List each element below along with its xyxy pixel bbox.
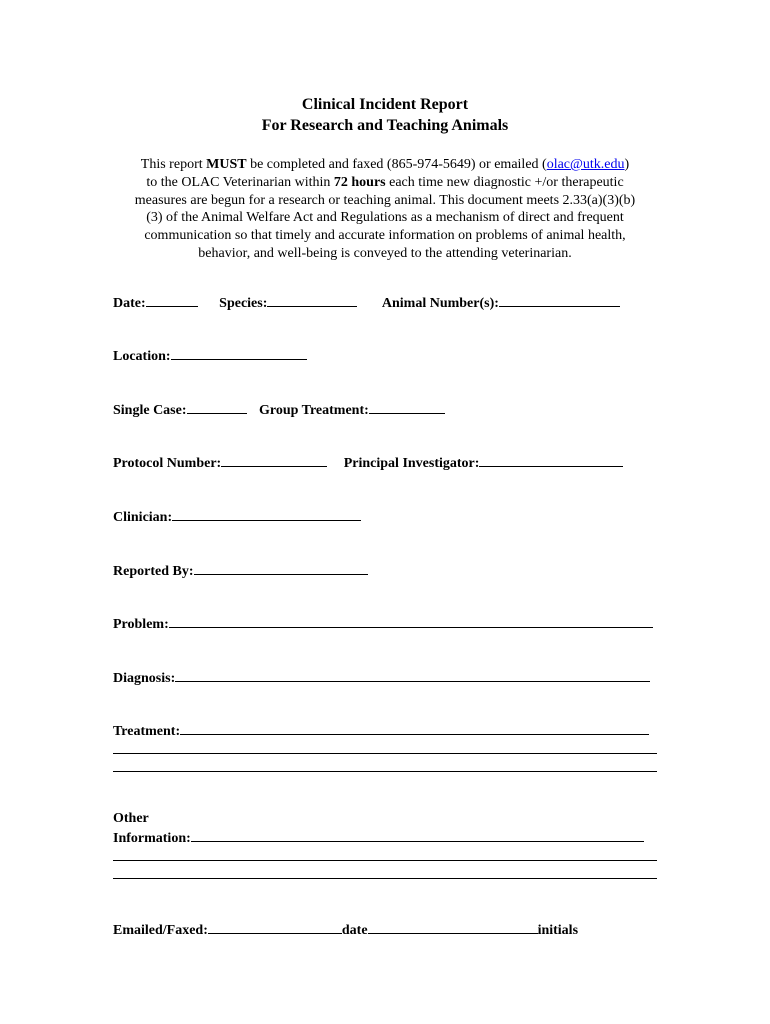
- treatment-line-2[interactable]: [113, 753, 657, 754]
- intro-text: (3) of the Animal Welfare Act and Regulations as a mechanism of direct and frequent: [146, 210, 624, 226]
- date-sign-label: date: [341, 923, 368, 938]
- protocol-number-label: Protocol Number:: [113, 456, 222, 471]
- emailed-faxed-label: Emailed/Faxed:: [113, 923, 208, 938]
- treatment-label: Treatment:: [113, 724, 181, 739]
- group-treatment-field[interactable]: [369, 400, 445, 414]
- row-location: [113, 346, 307, 366]
- location-field[interactable]: [171, 346, 307, 360]
- animal-numbers-label: Animal Number(s):: [381, 296, 499, 311]
- report-subtitle: For Research and Teaching Animals: [261, 117, 509, 134]
- diagnosis-label: Diagnosis:: [113, 671, 176, 686]
- reported-by-label: Reported By:: [113, 564, 194, 579]
- date-label: Date:: [113, 296, 146, 311]
- protocol-number-field[interactable]: [221, 453, 327, 467]
- other-label: Other: [113, 811, 149, 826]
- intro-text: measures are begun for a research or teaching animal. This document meets 2.33(a)(3)(b): [134, 192, 636, 208]
- row-information: [113, 828, 644, 848]
- single-case-field[interactable]: [187, 400, 247, 414]
- row-problem: [113, 614, 653, 634]
- intro-text: communication so that timely and accurate information on problems of animal health,: [144, 228, 626, 244]
- principal-investigator-field[interactable]: [479, 453, 623, 467]
- initials-label: initials: [537, 923, 579, 938]
- intro-text: be completed and faxed (865-974-5649) or emailed (: [246, 157, 547, 172]
- information-line-2[interactable]: [113, 860, 657, 861]
- treatment-field[interactable]: [180, 721, 649, 735]
- intro-text: ): [624, 157, 630, 172]
- information-field[interactable]: [191, 828, 644, 842]
- row-reported-by: [113, 561, 368, 581]
- emailed-faxed-field[interactable]: [208, 920, 342, 934]
- intro-text: to the OLAC Veterinarian within: [146, 174, 334, 190]
- row-diagnosis: [113, 668, 650, 688]
- single-case-label: Single Case:: [113, 403, 187, 418]
- intro-text: each time new diagnostic +/or therapeutic: [385, 174, 624, 190]
- must-emphasis: MUST: [206, 157, 247, 172]
- species-label: Species:: [219, 296, 268, 311]
- species-field[interactable]: [267, 293, 357, 307]
- principal-investigator-label: Principal Investigator:: [343, 456, 480, 471]
- information-line-3[interactable]: [113, 878, 657, 879]
- row-protocol-pi: [113, 453, 623, 473]
- email-link[interactable]: olac@utk.edu: [546, 157, 625, 172]
- diagnosis-field[interactable]: [175, 668, 650, 682]
- reported-by-field[interactable]: [194, 561, 368, 575]
- group-treatment-label: Group Treatment:: [259, 403, 369, 418]
- information-label: Information:: [113, 831, 191, 846]
- report-title: Clinical Incident Report: [301, 96, 469, 113]
- row-single-group: [113, 400, 445, 420]
- problem-label: Problem:: [113, 617, 169, 632]
- clinician-label: Clinician:: [113, 510, 173, 525]
- date-sign-field[interactable]: [368, 920, 538, 934]
- clinician-field[interactable]: [172, 507, 361, 521]
- instructions-paragraph: [100, 156, 670, 263]
- hours-emphasis: 72 hours: [333, 174, 386, 190]
- date-field[interactable]: [146, 293, 198, 307]
- row-emailed-faxed: [113, 920, 578, 940]
- row-clinician: [113, 507, 361, 527]
- row-treatment: [113, 721, 649, 741]
- animal-numbers-field[interactable]: [499, 293, 620, 307]
- row-date-species: [113, 293, 620, 313]
- location-label: Location:: [113, 349, 171, 364]
- intro-text: behavior, and well-being is conveyed to the attending veterinarian.: [198, 245, 572, 261]
- intro-text: This report: [140, 157, 207, 172]
- problem-field[interactable]: [169, 614, 653, 628]
- treatment-line-3[interactable]: [113, 771, 657, 772]
